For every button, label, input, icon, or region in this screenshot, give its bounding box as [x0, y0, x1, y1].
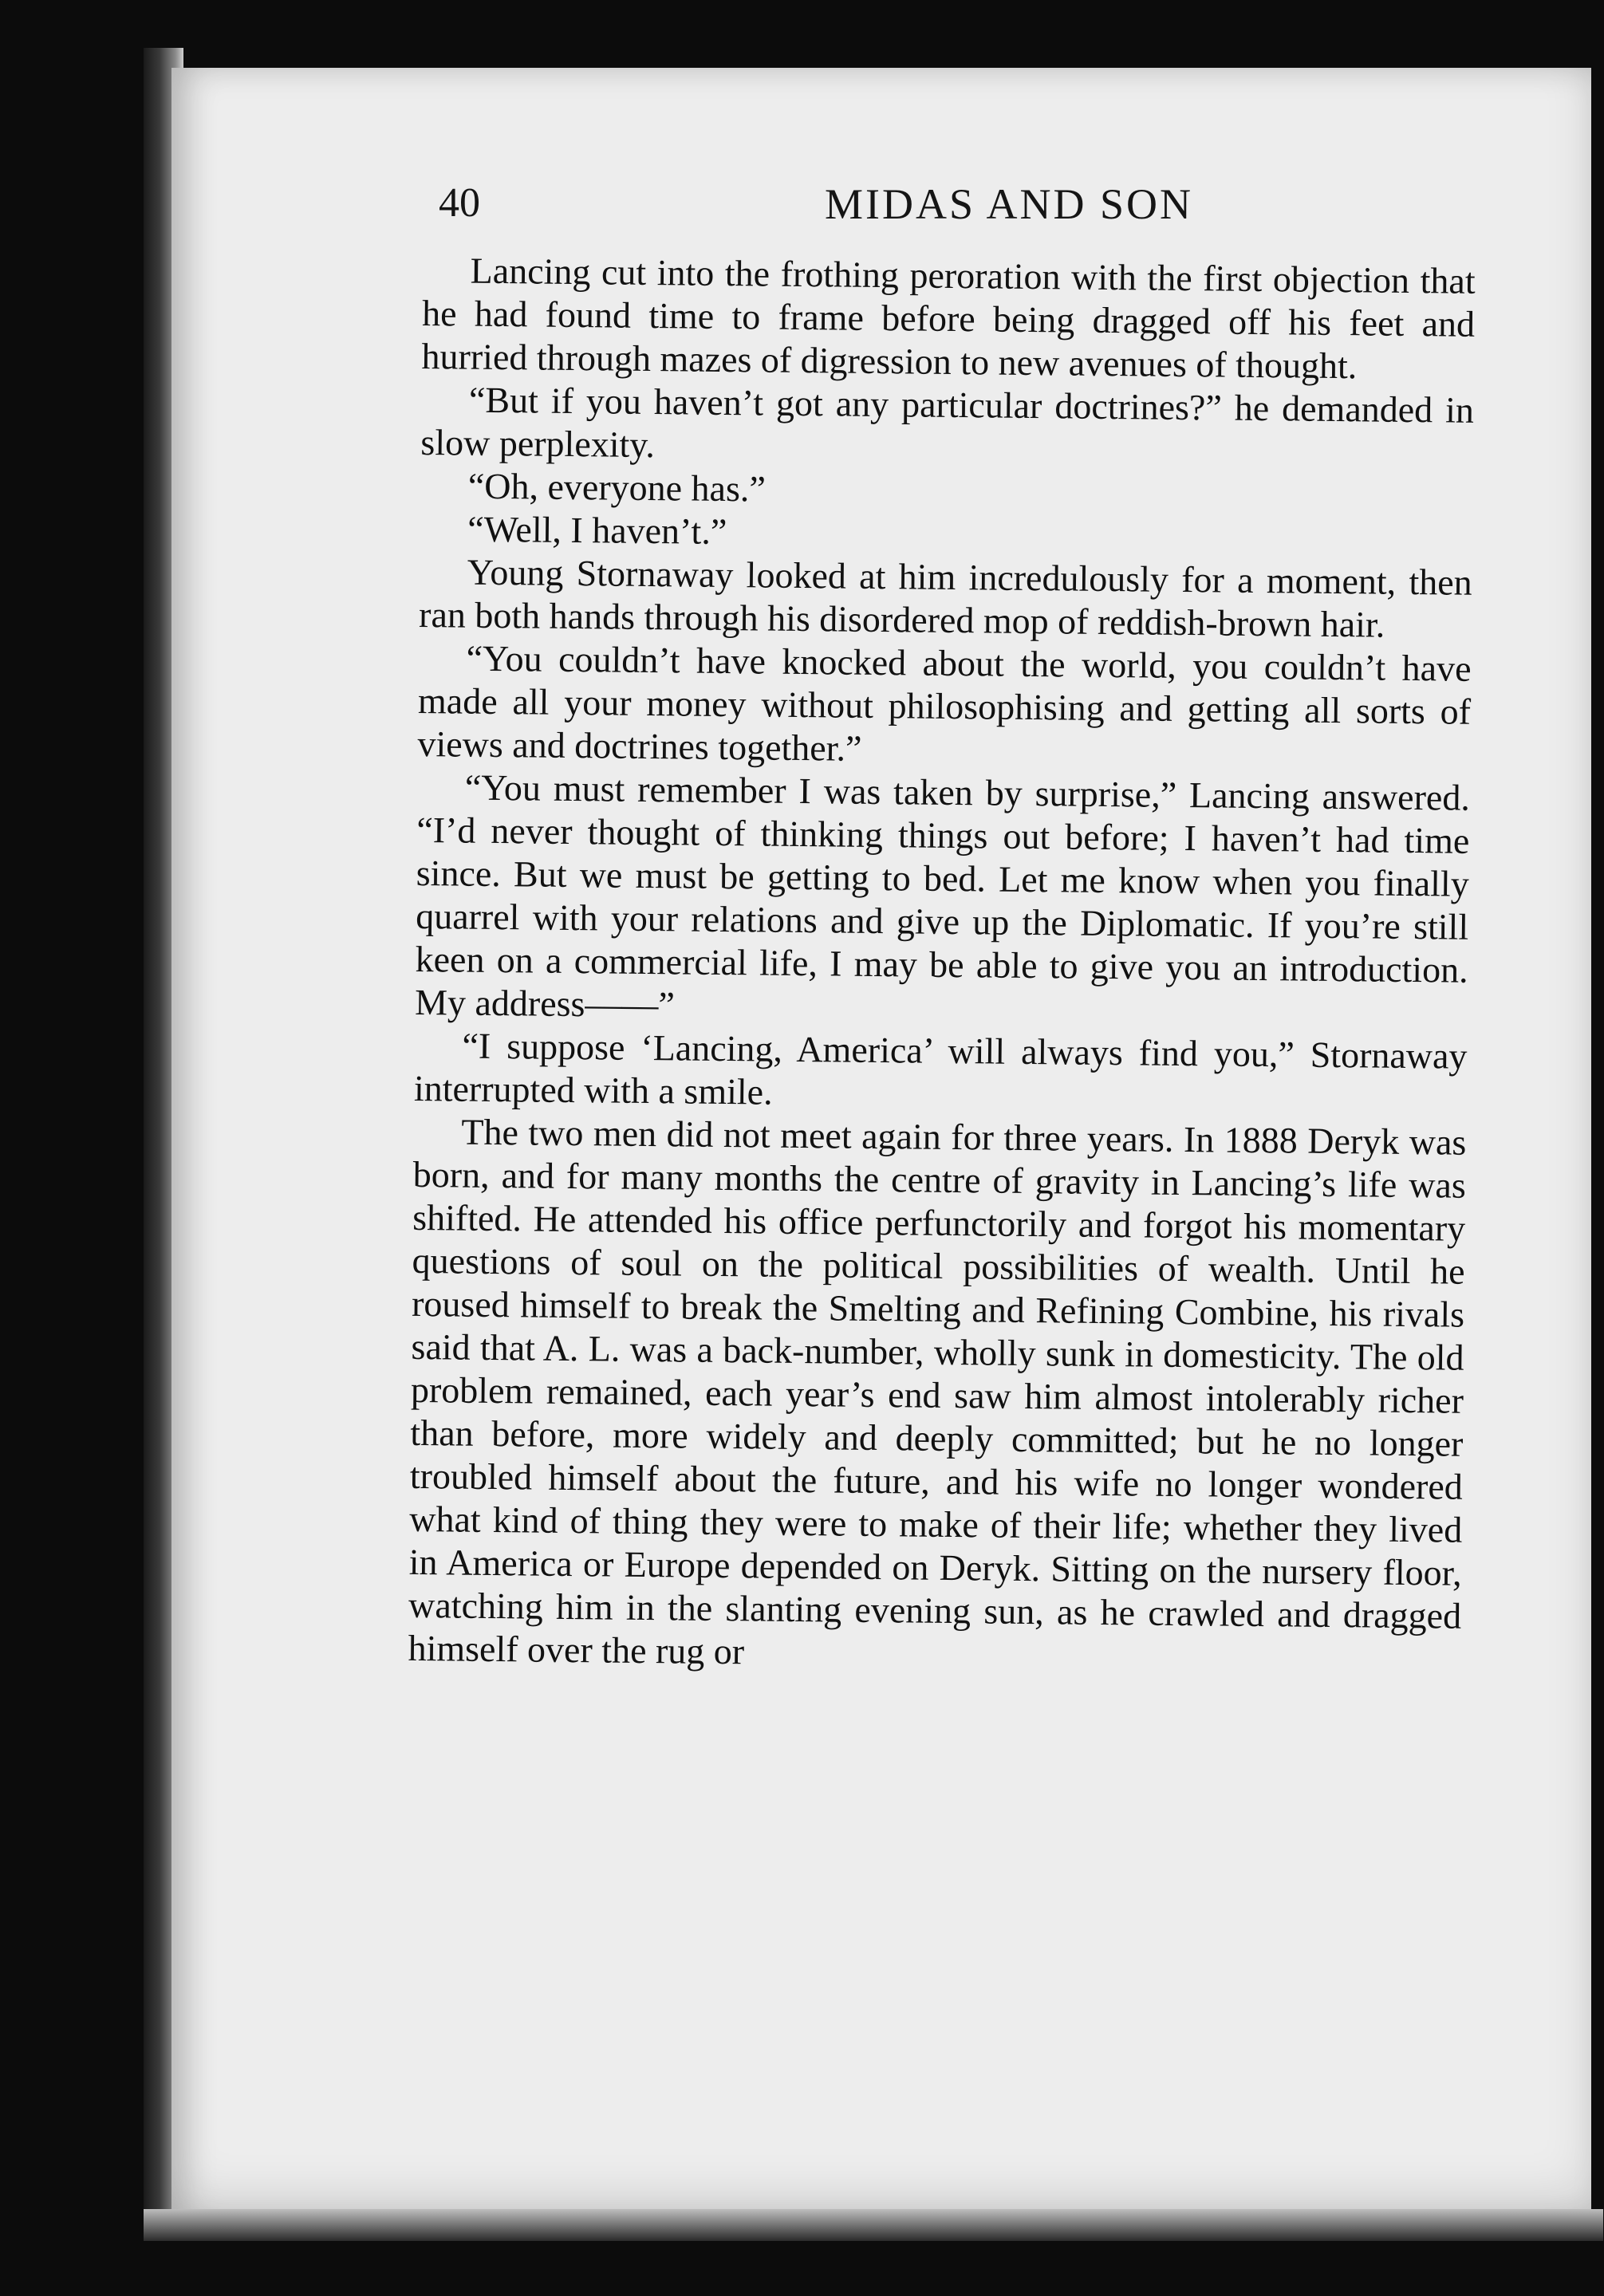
paragraph: “You couldn’t have knocked about the world, you couldn’t have made all your money without philosophising and getting all sorts of views and doctrines together.”	[417, 637, 1472, 769]
running-title: MIDAS AND SON	[824, 180, 1194, 228]
page-header	[439, 171, 1579, 235]
paragraph: Lancing cut into the frothing peroration with the first objection that he had found time to frame before being dragged off his feet and hurried through mazes of digression to new avenues of thought.	[421, 250, 1476, 387]
paragraph: “Well, I haven’t.”	[467, 508, 727, 553]
paragraph: “But if you haven’t got any particular doctrines?” he demanded in slow perplexity.	[420, 379, 1475, 466]
page-number: 40	[439, 180, 480, 226]
paragraph: Young Stornaway looked at him incredulously for a moment, then ran both hands through his disordered mop of reddish-brown hair.	[418, 551, 1472, 645]
page-bottom-edge	[144, 2209, 1603, 2241]
paragraph: The two men did not meet again for three years. In 1888 Deryk was born, and for many months the centre of gravity in Lancing’s life was shifted. He attended his office perfunctorily and forgot his momentary questions of soul on the political possibilities of wealth. Until he roused himself to break the Smelting and Refining Combine, his rivals said that A. L. was a back-number, wholly sunk in domesticity. The old problem remained, each year’s end saw him almost intolerably richer than before, more widely and deeply committed; but he no longer troubled himself about the future, and his wife no longer wondered what kind of thing they were to make of their life; whether they lived in America or Europe depended on Deryk. Sitting on the nursery floor, watching him in the slanting evening sun, as he crawled and dragged himself over the rug or	[408, 1111, 1467, 1672]
paragraph: “You must remember I was taken by surprise,” Lancing answered. “I’d never thought of thinking things out before; I haven’t had time since. But we must be getting to bed. Let me know when you finally quarrel with your relations and give up the Diplomatic. If you’re still keen on a commercial life, I may be able to give you an introduction. My address——”	[414, 766, 1471, 1026]
paragraph: “Oh, everyone has.”	[467, 465, 767, 510]
paragraph: “I suppose ‘Lancing, America’ will always find you,” Stornaway interrupted with a smile.	[413, 1025, 1468, 1113]
body-text	[408, 249, 1476, 1681]
